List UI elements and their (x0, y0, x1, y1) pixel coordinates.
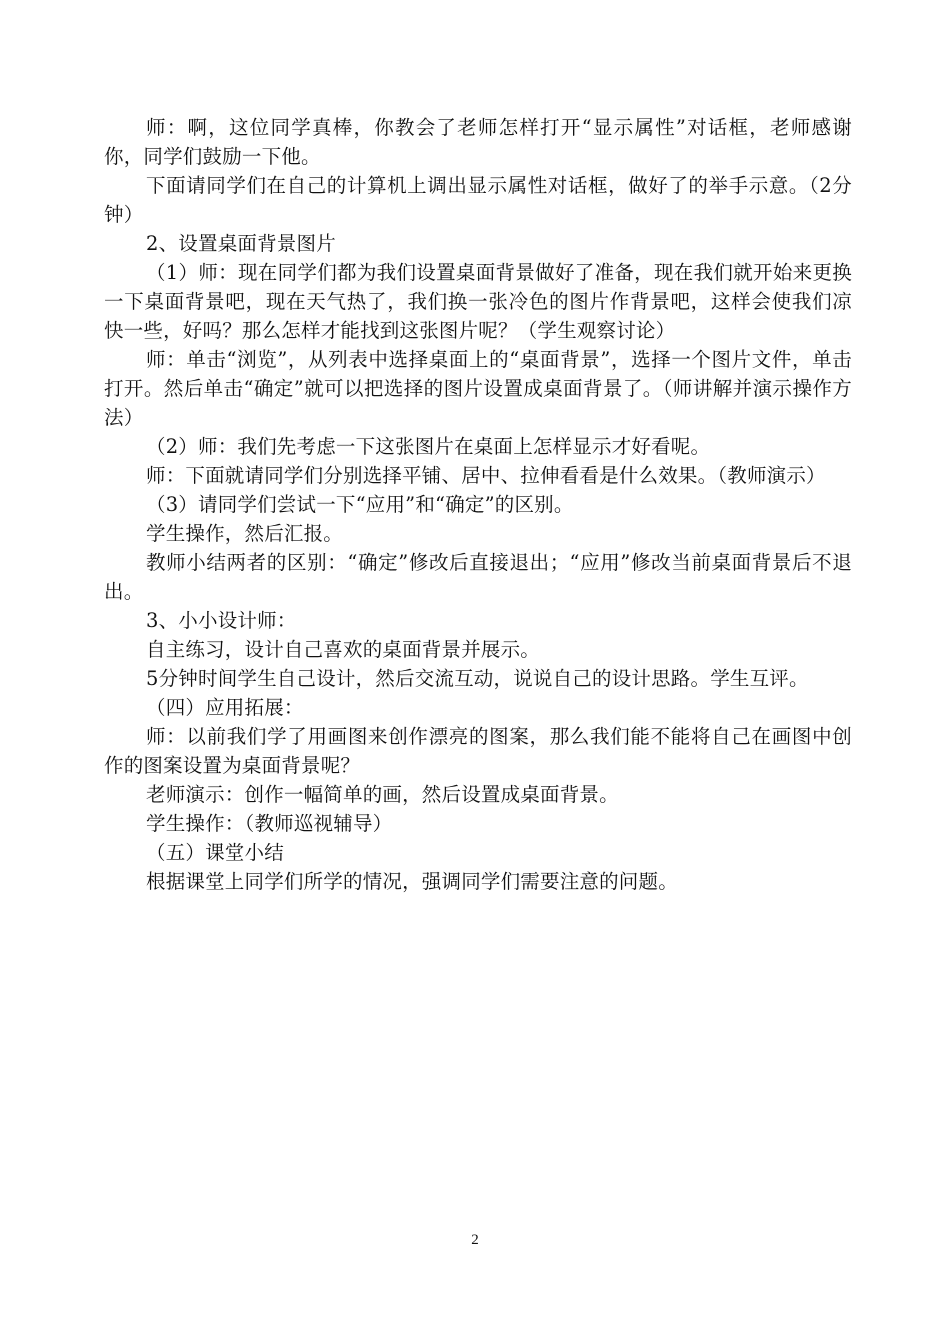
paragraph: （2）师：我们先考虑一下这张图片在桌面上怎样显示才好看呢。 (146, 435, 711, 458)
section-heading: （四）应用拓展： (146, 696, 304, 719)
paragraph: 师：单击“浏览”，从列表中选择桌面上的“桌面背景”，选择一个图片文件，单击打开。然后单击“确定”就可以把选择的图片设置成桌面背景了。（师讲解并演示操作方法） (104, 348, 852, 429)
paragraph: 5分钟时间学生自己设计，然后交流互动，说说自己的设计思路。学生互评。 (146, 667, 809, 690)
paragraph: 学生操作：（教师巡视辅导） (146, 812, 393, 835)
document-body (104, 113, 852, 896)
paragraph: 老师演示：创作一幅简单的画，然后设置成桌面背景。 (146, 783, 619, 806)
paragraph: 下面请同学们在自己的计算机上调出显示属性对话框，做好了的举手示意。（2分钟） (104, 174, 852, 226)
paragraph: 根据课堂上同学们所学的情况，强调同学们需要注意的问题。 (146, 870, 678, 893)
paragraph: 师：下面就请同学们分别选择平铺、居中、拉伸看看是什么效果。（教师演示） (146, 464, 826, 487)
paragraph: （3）请同学们尝试一下“应用”和“确定”的区别。 (146, 493, 574, 516)
paragraph: 教师小结两者的区别：“确定”修改后直接退出；“应用”修改当前桌面背景后不退出。 (104, 551, 852, 603)
section-heading: （五）课堂小结 (146, 841, 284, 864)
section-heading: 2、设置桌面背景图片 (146, 232, 336, 255)
section-heading: 3、小小设计师： (146, 609, 297, 632)
paragraph: 自主练习，设计自己喜欢的桌面背景并展示。 (146, 638, 541, 661)
paragraph: 学生操作，然后汇报。 (146, 522, 344, 545)
paragraph: （1）师：现在同学们都为我们设置桌面背景做好了准备，现在我们就开始来更换一下桌面背景吧，现在天气热了，我们换一张冷色的图片作背景吧，这样会使我们凉快一些，好吗？那么怎样才能找到这张图片呢？（学生观察讨论） (104, 261, 852, 342)
page-number: 2 (471, 1232, 479, 1248)
paragraph: 师：啊，这位同学真棒，你教会了老师怎样打开“显示属性”对话框，老师感谢你，同学们鼓励一下他。 (104, 116, 852, 168)
paragraph: 师：以前我们学了用画图来创作漂亮的图案，那么我们能不能将自己在画图中创作的图案设置为桌面背景呢？ (104, 725, 852, 777)
